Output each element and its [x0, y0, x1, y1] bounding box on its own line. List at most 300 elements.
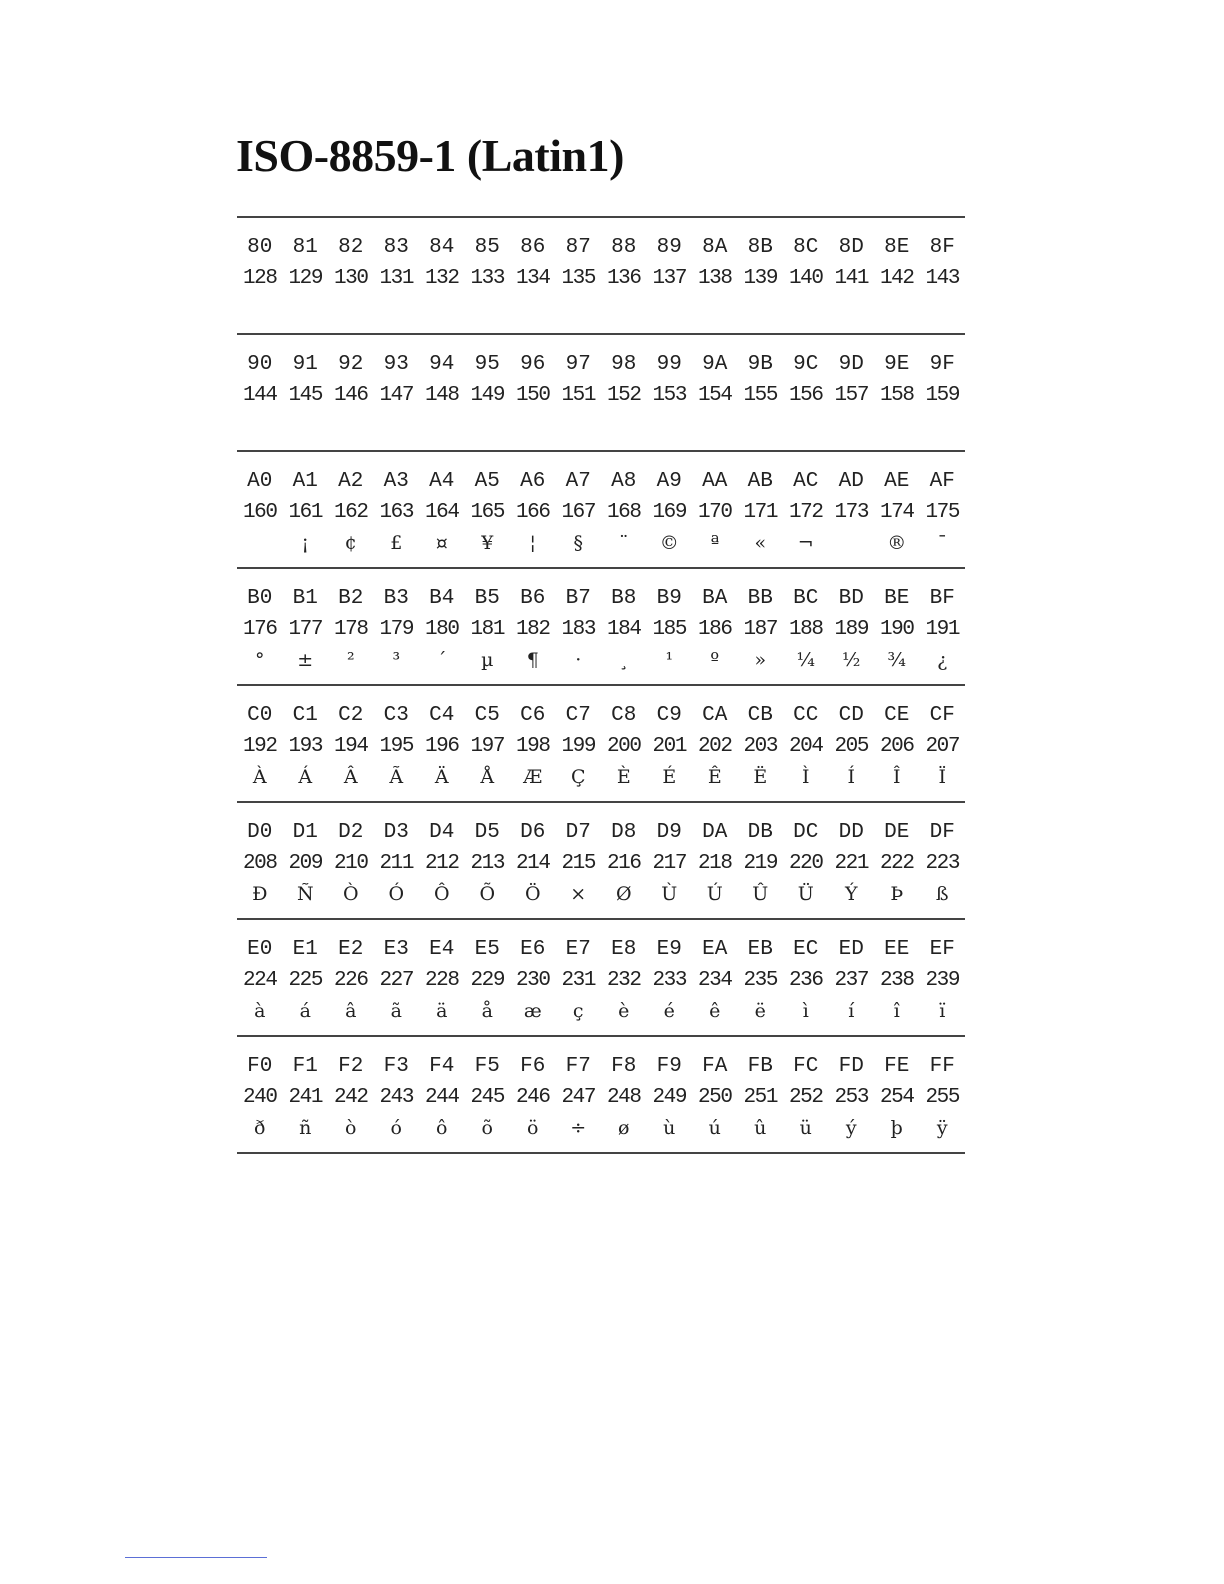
character-glyph: â — [345, 1000, 357, 1022]
decimal-code: 168 — [606, 501, 641, 524]
decimal-code: 128 — [242, 267, 277, 290]
decimal-code: 196 — [424, 735, 459, 758]
character-glyph: ¿ — [937, 649, 948, 671]
decimal-code: 239 — [925, 969, 960, 992]
character-glyph: Å — [480, 766, 495, 788]
character-glyph: ú — [708, 1117, 721, 1139]
character-glyph: ó — [390, 1117, 402, 1139]
decimal-code: 149 — [470, 384, 505, 407]
decimal-code: 242 — [333, 1086, 368, 1109]
decimal-code: 175 — [925, 501, 960, 524]
decimal-code: 150 — [515, 384, 550, 407]
character-glyph: î — [893, 1000, 900, 1022]
decimal-code: 189 — [834, 618, 869, 641]
decimal-code: 245 — [470, 1086, 505, 1109]
character-glyph: ñ — [299, 1117, 312, 1139]
hex-code: 88 — [611, 236, 637, 259]
hex-code: BB — [747, 587, 773, 610]
page-title: ISO-8859-1 (Latin1) — [236, 130, 624, 181]
decimal-code: 139 — [743, 267, 778, 290]
decimal-code: 197 — [470, 735, 505, 758]
decimal-code: 200 — [606, 735, 641, 758]
character-glyph: º — [710, 649, 720, 671]
hex-code: B2 — [338, 587, 364, 610]
character-glyph: § — [573, 532, 583, 554]
hex-code: C0 — [247, 704, 273, 727]
character-glyph: þ — [890, 1117, 903, 1139]
decimal-code: 134 — [515, 267, 550, 290]
hex-code: B6 — [520, 587, 546, 610]
decimal-code: 171 — [743, 501, 778, 524]
character-glyph: ÿ — [936, 1117, 948, 1139]
decimal-code: 213 — [470, 852, 505, 875]
decimal-code: 210 — [333, 852, 368, 875]
decimal-code: 136 — [606, 267, 641, 290]
decimal-code: 219 — [743, 852, 778, 875]
decimal-code: 170 — [697, 501, 732, 524]
character-glyph: ò — [345, 1117, 357, 1139]
decimal-code-row — [237, 1082, 965, 1113]
hex-code: E9 — [656, 938, 682, 961]
hex-code: 9A — [702, 353, 728, 376]
decimal-code: 224 — [242, 969, 277, 992]
decimal-code: 188 — [788, 618, 823, 641]
hex-code: DE — [884, 821, 910, 844]
decimal-code: 182 — [515, 618, 550, 641]
character-glyph: Ê — [707, 766, 722, 788]
character-glyph: ã — [390, 1000, 402, 1022]
character-glyph: ¦ — [529, 532, 536, 554]
decimal-code: 162 — [333, 501, 368, 524]
hex-code: B9 — [656, 587, 682, 610]
character-glyph: æ — [523, 1000, 542, 1022]
decimal-code: 217 — [652, 852, 687, 875]
decimal-code: 235 — [743, 969, 778, 992]
hex-code: CE — [884, 704, 910, 727]
character-glyph: ¤ — [435, 532, 448, 554]
character-glyph-row — [237, 528, 965, 559]
decimal-code: 198 — [515, 735, 550, 758]
hex-code: D7 — [565, 821, 591, 844]
hex-code-row — [237, 1051, 965, 1082]
decimal-code: 172 — [788, 501, 823, 524]
character-table — [237, 216, 965, 1154]
decimal-code: 148 — [424, 384, 459, 407]
hex-code: A4 — [429, 470, 455, 493]
decimal-code: 201 — [652, 735, 687, 758]
hex-code: F6 — [520, 1055, 546, 1078]
decimal-code: 215 — [561, 852, 596, 875]
decimal-code: 233 — [652, 969, 687, 992]
decimal-code: 186 — [697, 618, 732, 641]
character-glyph: Ì — [801, 766, 810, 788]
character-glyph-row — [237, 762, 965, 793]
decimal-code: 252 — [788, 1086, 823, 1109]
decimal-code: 240 — [242, 1086, 277, 1109]
hex-code: F2 — [338, 1055, 364, 1078]
character-glyph: Û — [752, 883, 769, 905]
character-glyph: © — [659, 532, 679, 554]
character-glyph: Ù — [661, 883, 678, 905]
character-glyph: ¸ — [619, 649, 629, 671]
hex-code: D0 — [247, 821, 273, 844]
hex-code: 92 — [338, 353, 364, 376]
hex-code: FF — [929, 1055, 955, 1078]
character-glyph: é — [663, 1000, 675, 1022]
decimal-code-row — [237, 263, 965, 294]
character-glyph: Ô — [433, 883, 450, 905]
decimal-code-row — [237, 614, 965, 645]
hex-code: AB — [747, 470, 773, 493]
hex-code: 84 — [429, 236, 455, 259]
hex-code: E6 — [520, 938, 546, 961]
hex-code-row — [237, 349, 965, 380]
character-glyph: ¢ — [344, 532, 357, 554]
character-glyph: à — [254, 1000, 266, 1022]
character-glyph-row — [237, 996, 965, 1027]
hex-code: F4 — [429, 1055, 455, 1078]
decimal-code: 155 — [743, 384, 778, 407]
decimal-code: 180 — [424, 618, 459, 641]
decimal-code: 154 — [697, 384, 732, 407]
hex-code: A8 — [611, 470, 637, 493]
hex-code: BA — [702, 587, 728, 610]
hex-code: F1 — [292, 1055, 318, 1078]
decimal-code: 129 — [288, 267, 323, 290]
hex-code: EE — [884, 938, 910, 961]
hex-code: 9C — [793, 353, 819, 376]
hex-code: B4 — [429, 587, 455, 610]
hex-code: A0 — [247, 470, 273, 493]
character-glyph: Ã — [389, 766, 404, 788]
character-glyph: ¹ — [665, 649, 674, 671]
hex-code: D9 — [656, 821, 682, 844]
hex-code: E4 — [429, 938, 455, 961]
decimal-code: 156 — [788, 384, 823, 407]
hex-code: 8E — [884, 236, 910, 259]
hex-code: EB — [747, 938, 773, 961]
decimal-code: 195 — [379, 735, 414, 758]
decimal-code: 232 — [606, 969, 641, 992]
hex-code: E0 — [247, 938, 273, 961]
hex-code: AD — [838, 470, 864, 493]
decimal-code: 166 — [515, 501, 550, 524]
code-block — [237, 918, 965, 1035]
code-block — [237, 216, 965, 333]
hex-code: FE — [884, 1055, 910, 1078]
decimal-code: 246 — [515, 1086, 550, 1109]
decimal-code: 202 — [697, 735, 732, 758]
hex-code: CD — [838, 704, 864, 727]
decimal-code: 152 — [606, 384, 641, 407]
decimal-code: 209 — [288, 852, 323, 875]
decimal-code: 132 — [424, 267, 459, 290]
character-glyph: « — [754, 532, 767, 554]
character-glyph: Ü — [797, 883, 814, 905]
hex-code: 96 — [520, 353, 546, 376]
hex-code: EF — [929, 938, 955, 961]
hex-code: D6 — [520, 821, 546, 844]
character-glyph: Ú — [706, 883, 723, 905]
hex-code: DD — [838, 821, 864, 844]
hex-code: B1 — [292, 587, 318, 610]
character-glyph: È — [616, 766, 631, 788]
hex-code: B8 — [611, 587, 637, 610]
hex-code: C4 — [429, 704, 455, 727]
hex-code: A1 — [292, 470, 318, 493]
decimal-code: 247 — [561, 1086, 596, 1109]
character-glyph-row — [237, 1113, 965, 1144]
hex-code: A6 — [520, 470, 546, 493]
decimal-code-row — [237, 848, 965, 879]
character-glyph-row — [237, 645, 965, 676]
character-glyph: À — [252, 766, 267, 788]
decimal-code: 184 — [606, 618, 641, 641]
hex-code: FB — [747, 1055, 773, 1078]
hex-code: 85 — [474, 236, 500, 259]
decimal-code: 191 — [925, 618, 960, 641]
character-glyph: ë — [754, 1000, 766, 1022]
hex-code: BC — [793, 587, 819, 610]
hex-code: AF — [929, 470, 955, 493]
decimal-code: 181 — [470, 618, 505, 641]
decimal-code: 249 — [652, 1086, 687, 1109]
decimal-code-row — [237, 380, 965, 411]
code-block — [237, 567, 965, 684]
decimal-code: 241 — [288, 1086, 323, 1109]
character-glyph: £ — [390, 532, 403, 554]
decimal-code: 255 — [925, 1086, 960, 1109]
decimal-code: 228 — [424, 969, 459, 992]
character-glyph: Ä — [434, 766, 449, 788]
decimal-code: 158 — [879, 384, 914, 407]
character-glyph: Ë — [753, 766, 768, 788]
character-glyph: Ó — [388, 883, 405, 905]
character-glyph: Ï — [938, 766, 946, 788]
hex-code: A3 — [383, 470, 409, 493]
character-glyph: × — [570, 883, 587, 905]
character-glyph: Ñ — [296, 883, 314, 905]
decimal-code: 214 — [515, 852, 550, 875]
hex-code: E7 — [565, 938, 591, 961]
hex-code: DC — [793, 821, 819, 844]
character-glyph-row — [237, 294, 965, 325]
character-glyph: Ð — [252, 883, 268, 905]
character-glyph: í — [848, 1000, 855, 1022]
decimal-code: 163 — [379, 501, 414, 524]
hex-code: B5 — [474, 587, 500, 610]
hex-code: 99 — [656, 353, 682, 376]
decimal-code: 165 — [470, 501, 505, 524]
hex-code: B7 — [565, 587, 591, 610]
hex-code: D2 — [338, 821, 364, 844]
hex-code: EA — [702, 938, 728, 961]
decimal-code: 190 — [879, 618, 914, 641]
hex-code: AA — [702, 470, 728, 493]
decimal-code: 244 — [424, 1086, 459, 1109]
character-glyph: ö — [527, 1117, 539, 1139]
decimal-code: 227 — [379, 969, 414, 992]
code-block — [237, 1035, 965, 1154]
hex-code: BE — [884, 587, 910, 610]
character-glyph: Ò — [342, 883, 359, 905]
character-glyph: ¶ — [526, 649, 539, 671]
decimal-code: 146 — [333, 384, 368, 407]
character-glyph: Â — [343, 766, 358, 788]
hex-code: 95 — [474, 353, 500, 376]
hex-code: C7 — [565, 704, 591, 727]
hex-code: DA — [702, 821, 728, 844]
hex-code: DF — [929, 821, 955, 844]
character-glyph: ô — [436, 1117, 448, 1139]
code-block — [237, 801, 965, 918]
decimal-code: 243 — [379, 1086, 414, 1109]
hex-code: CF — [929, 704, 955, 727]
character-glyph: Í — [847, 766, 855, 788]
hex-code: 8D — [838, 236, 864, 259]
character-glyph: û — [754, 1117, 767, 1139]
hex-code: A9 — [656, 470, 682, 493]
hex-code: F3 — [383, 1055, 409, 1078]
footnote-divider — [125, 1557, 267, 1558]
character-glyph: ª — [710, 532, 720, 554]
hex-code: 91 — [292, 353, 318, 376]
decimal-code: 185 — [652, 618, 687, 641]
character-glyph-row — [237, 411, 965, 442]
character-glyph: ø — [618, 1117, 630, 1139]
decimal-code: 234 — [697, 969, 732, 992]
decimal-code: 226 — [333, 969, 368, 992]
decimal-code: 223 — [925, 852, 960, 875]
hex-code: C8 — [611, 704, 637, 727]
decimal-code: 164 — [424, 501, 459, 524]
decimal-code: 238 — [879, 969, 914, 992]
decimal-code: 203 — [743, 735, 778, 758]
character-glyph: Þ — [890, 883, 904, 905]
hex-code: B0 — [247, 587, 273, 610]
hex-code: FD — [838, 1055, 864, 1078]
decimal-code: 222 — [879, 852, 914, 875]
decimal-code: 225 — [288, 969, 323, 992]
hex-code: 89 — [656, 236, 682, 259]
hex-code: CC — [793, 704, 819, 727]
hex-code: 87 — [565, 236, 591, 259]
decimal-code: 160 — [242, 501, 277, 524]
hex-code: F0 — [247, 1055, 273, 1078]
hex-code: 94 — [429, 353, 455, 376]
decimal-code: 187 — [743, 618, 778, 641]
decimal-code: 169 — [652, 501, 687, 524]
decimal-code: 157 — [834, 384, 869, 407]
decimal-code: 230 — [515, 969, 550, 992]
character-glyph: Ø — [615, 883, 632, 905]
decimal-code: 130 — [333, 267, 368, 290]
hex-code: D1 — [292, 821, 318, 844]
decimal-code: 151 — [561, 384, 596, 407]
character-glyph: ê — [709, 1000, 721, 1022]
character-glyph: ß — [935, 883, 949, 905]
decimal-code: 179 — [379, 618, 414, 641]
character-glyph: ¡ — [301, 532, 310, 554]
decimal-code: 147 — [379, 384, 414, 407]
hex-code: C9 — [656, 704, 682, 727]
decimal-code: 254 — [879, 1086, 914, 1109]
hex-code: BF — [929, 587, 955, 610]
decimal-code: 141 — [834, 267, 869, 290]
code-block — [237, 450, 965, 567]
hex-code: 8B — [747, 236, 773, 259]
hex-code: CA — [702, 704, 728, 727]
character-glyph: ¾ — [887, 649, 906, 671]
hex-code: FA — [702, 1055, 728, 1078]
decimal-code: 192 — [242, 735, 277, 758]
hex-code: 9E — [884, 353, 910, 376]
character-glyph: ï — [939, 1000, 946, 1022]
hex-code: E8 — [611, 938, 637, 961]
hex-code-row — [237, 466, 965, 497]
character-glyph: Õ — [479, 883, 496, 905]
code-block — [237, 333, 965, 450]
decimal-code: 218 — [697, 852, 732, 875]
hex-code: BD — [838, 587, 864, 610]
hex-code: E2 — [338, 938, 364, 961]
decimal-code: 131 — [379, 267, 414, 290]
character-glyph: ÷ — [570, 1117, 587, 1139]
character-glyph: Æ — [523, 766, 543, 788]
decimal-code: 174 — [879, 501, 914, 524]
character-glyph: Ç — [570, 766, 586, 788]
hex-code-row — [237, 934, 965, 965]
hex-code: 9B — [747, 353, 773, 376]
decimal-code-row — [237, 965, 965, 996]
decimal-code-row — [237, 497, 965, 528]
hex-code: 8F — [929, 236, 955, 259]
decimal-code: 140 — [788, 267, 823, 290]
character-glyph: » — [754, 649, 767, 671]
character-glyph: õ — [481, 1117, 493, 1139]
decimal-code: 159 — [925, 384, 960, 407]
hex-code: A7 — [565, 470, 591, 493]
hex-code: 9D — [838, 353, 864, 376]
decimal-code: 177 — [288, 618, 323, 641]
hex-code: 8A — [702, 236, 728, 259]
hex-code: F5 — [474, 1055, 500, 1078]
character-glyph: Á — [298, 766, 313, 788]
decimal-code: 138 — [697, 267, 732, 290]
character-glyph: Ö — [524, 883, 541, 905]
decimal-code: 142 — [879, 267, 914, 290]
decimal-code: 248 — [606, 1086, 641, 1109]
character-glyph: ä — [436, 1000, 448, 1022]
hex-code: EC — [793, 938, 819, 961]
character-glyph: ´ — [437, 649, 447, 671]
decimal-code: 145 — [288, 384, 323, 407]
hex-code: AC — [793, 470, 819, 493]
decimal-code-row — [237, 731, 965, 762]
character-glyph: è — [618, 1000, 630, 1022]
decimal-code: 205 — [834, 735, 869, 758]
decimal-code: 237 — [834, 969, 869, 992]
character-glyph: á — [299, 1000, 311, 1022]
decimal-code: 178 — [333, 618, 368, 641]
character-glyph-row — [237, 879, 965, 910]
hex-code: 90 — [247, 353, 273, 376]
decimal-code: 176 — [242, 618, 277, 641]
decimal-code: 229 — [470, 969, 505, 992]
character-glyph: ü — [799, 1117, 812, 1139]
character-glyph: ± — [297, 649, 314, 671]
code-block — [237, 684, 965, 801]
